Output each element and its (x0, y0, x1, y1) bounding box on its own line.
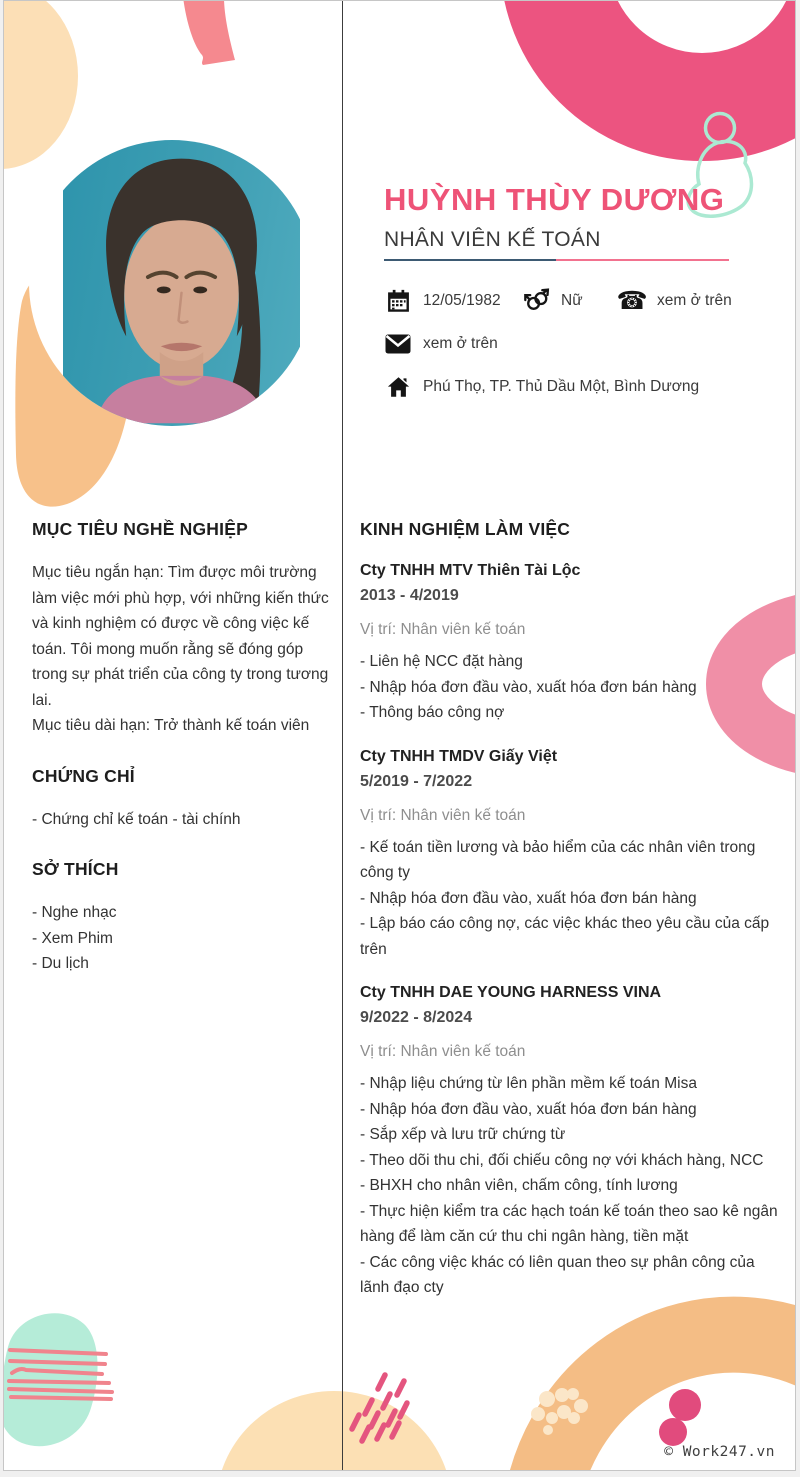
duty-item: - Thông báo công nợ (360, 704, 505, 721)
certificate-item: - Chứng chỉ kế toán - tài chính (32, 810, 241, 828)
duty-item: - Sắp xếp và lưu trữ chứng từ (360, 1126, 566, 1143)
job-position: Vị trí: Nhân viên kế toán (360, 1043, 526, 1060)
section-objective-heading: MỤC TIÊU NGHỀ NGHIỆP (32, 519, 248, 539)
profile-photo (29, 140, 315, 426)
duty-item: - Kế toán tiền lương và bảo hiểm của các nhân viên trong công ty (360, 838, 756, 881)
job-position: Vị trí: Nhân viên kế toán (360, 806, 526, 824)
job-duties (360, 835, 786, 963)
phone-value: xem ở trên (657, 292, 732, 309)
job-company: Cty TNHH TMDV Giấy Việt (360, 747, 558, 765)
duty-item: - BHXH cho nhân viên, chấm công, tính lương (360, 1177, 678, 1194)
contact-address (384, 373, 699, 401)
job-period: 2013 - 4/2019 (360, 587, 459, 604)
email-value: xem ở trên (423, 335, 498, 352)
gender-icon (522, 288, 550, 314)
hobby-item: - Du lịch (32, 955, 89, 972)
section-experience-heading: KINH NGHIỆM LÀM VIỆC (360, 519, 571, 539)
envelope-icon (384, 331, 412, 357)
phone-icon: ☎ (616, 287, 648, 315)
right-column (360, 519, 786, 1301)
profile-photo-frame (63, 140, 300, 426)
calendar-icon (384, 288, 412, 314)
contact-phone (618, 287, 732, 315)
deco-coral-comma (183, 1, 235, 65)
contact-birthday (384, 287, 501, 315)
cv-page (3, 0, 796, 1471)
job-title: NHÂN VIÊN KẾ TOÁN (384, 228, 601, 251)
contact-gender (522, 287, 583, 315)
duty-item: - Nhập hóa đơn đầu vào, xuất hóa đơn bán hàng (360, 889, 697, 907)
duty-item: - Nhập liệu chứng từ lên phần mềm kế toán Misa (360, 1075, 697, 1092)
title-underline (384, 259, 729, 261)
watermark-credit: © Work247.vn (664, 1444, 775, 1460)
portrait-illustration (63, 140, 300, 426)
job-entry (360, 745, 786, 963)
left-column (32, 519, 330, 977)
hobby-item: - Nghe nhạc (32, 904, 117, 921)
duty-item: - Nhập hóa đơn đầu vào, xuất hóa đơn bán hàng (360, 1100, 697, 1118)
birthday-value: 12/05/1982 (423, 292, 501, 309)
duty-item: - Liên hệ NCC đặt hàng (360, 653, 523, 670)
deco-peach-dome (216, 1391, 452, 1470)
job-period: 5/2019 - 7/2022 (360, 772, 473, 790)
job-company: Cty TNHH MTV Thiên Tài Lộc (360, 562, 581, 579)
contact-email (384, 330, 498, 358)
gender-value: Nữ (561, 292, 583, 309)
duty-item: - Lập báo cáo công nợ, các việc khác theo yêu cầu của cấp trên (360, 915, 770, 958)
duty-item: - Thực hiện kiểm tra các hạch toán kế toán theo sao kê ngân hàng để làm căn cứ thu chi ngân hàng, tiền mặt (360, 1202, 778, 1245)
duty-item: - Các công việc khác có liên quan theo sự phân công của lãnh đạo cty (360, 1253, 755, 1296)
section-certificates-heading: CHỨNG CHỈ (32, 765, 135, 786)
candidate-name: HUỲNH THÙY DƯƠNG (384, 182, 725, 217)
job-entry (360, 981, 786, 1301)
address-value: Phú Thọ, TP. Thủ Dầu Một, Bình Dương (423, 378, 700, 395)
deco-pink-ring (554, 1, 795, 107)
home-icon (384, 374, 412, 400)
column-divider (342, 1, 343, 1470)
job-position: Vị trí: Nhân viên kế toán (360, 621, 526, 638)
objective-short-term: Mục tiêu ngắn hạn: Tìm được môi trường làm việc mới phù hợp, với những kiến thức và kinh nghiệm có được về công việc kế toán. Tôi mong muốn rằng sẽ đóng góp trong sự phát triển của công ty trong tương lai. (32, 564, 329, 709)
objective-long-term: Mục tiêu dài hạn: Trở thành kế toán viên (32, 717, 310, 734)
section-hobbies-heading: SỞ THÍCH (32, 859, 119, 879)
duty-item: - Theo dõi thu chi, đối chiếu công nợ với khách hàng, NCC (360, 1151, 764, 1169)
title-underline-navy (384, 259, 556, 261)
job-company: Cty TNHH DAE YOUNG HARNESS VINA (360, 984, 662, 1001)
title-underline-pink (556, 259, 729, 261)
job-period: 9/2022 - 8/2024 (360, 1009, 473, 1026)
duty-item: - Nhập hóa đơn đầu vào, xuất hóa đơn bán hàng (360, 678, 697, 696)
job-duties (360, 649, 786, 726)
job-duties (360, 1071, 786, 1301)
hobby-item: - Xem Phim (32, 929, 113, 947)
job-entry (360, 559, 786, 726)
deco-magenta-dots (659, 1389, 701, 1446)
